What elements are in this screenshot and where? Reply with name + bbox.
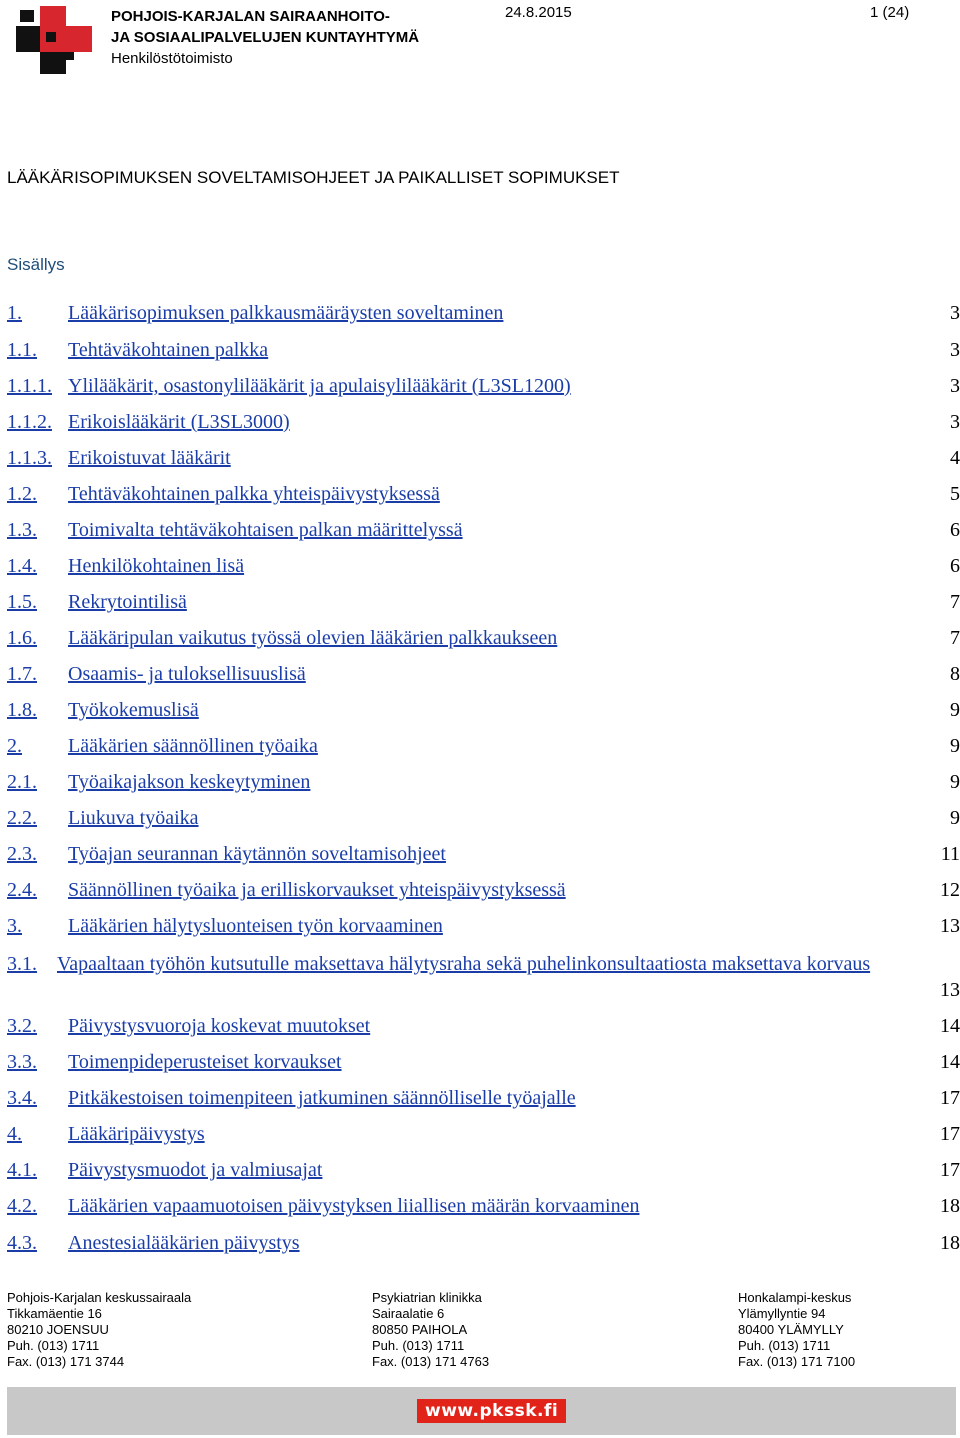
toc-entry-title[interactable]: Toimivalta tehtäväkohtaisen palkan määrittelyssä (68, 519, 463, 541)
toc-entry-title[interactable]: Lääkärien hälytysluonteisen työn korvaaminen (68, 915, 443, 937)
footer-street: Ylämyllyntie 94 (738, 1306, 826, 1321)
toc-entry-number[interactable]: 4.1. (7, 1159, 37, 1181)
toc-entry-number[interactable]: 4. (7, 1123, 22, 1145)
toc-entry-page: 7 (950, 591, 960, 613)
toc-entry-title[interactable]: Pitkäkestoisen toimenpiteen jatkuminen säännölliselle työajalle (68, 1087, 576, 1109)
toc-entry-number[interactable]: 1.1.2. (7, 411, 52, 433)
toc-entry-number[interactable]: 1.1.3. (7, 447, 52, 469)
toc-entry-number[interactable]: 1.6. (7, 627, 37, 649)
toc-entry-page: 9 (950, 699, 960, 721)
toc-entry-page: 5 (950, 483, 960, 505)
toc-entry-page: 9 (950, 807, 960, 829)
toc-entry-page: 4 (950, 447, 960, 469)
header-date: 24.8.2015 (505, 4, 572, 21)
toc-entry-number[interactable]: 2.4. (7, 879, 37, 901)
toc-entry-title[interactable]: Työkokemuslisä (68, 699, 199, 721)
toc-entry-title[interactable]: Lääkäripäivystys (68, 1123, 205, 1145)
toc-entry-number[interactable]: 2.3. (7, 843, 37, 865)
document-title: LÄÄKÄRISOPIMUKSEN SOVELTAMISOHJEET JA PAIKALLISET SOPIMUKSET (7, 168, 620, 187)
toc-entry-title[interactable]: Tehtäväkohtainen palkka (68, 339, 269, 361)
toc-entry-page: 7 (950, 627, 960, 649)
header-page-number: 1 (24) (870, 4, 910, 21)
footer-fax: Fax. (013) 171 7100 (738, 1354, 856, 1369)
toc-entry-page: 17 (940, 1087, 960, 1109)
toc-entry-title[interactable]: Lääkärien vapaamuotoisen päivystyksen liiallisen määrän korvaaminen (68, 1195, 640, 1217)
toc-entry-title[interactable]: Rekrytointilisä (68, 591, 187, 613)
toc-entry-number[interactable]: 2. (7, 735, 22, 757)
toc-entry-page: 3 (950, 411, 960, 433)
toc-entry-page: 17 (940, 1159, 960, 1181)
toc-entry-number[interactable]: 3. (7, 915, 22, 937)
toc-entry-page: 14 (940, 1015, 960, 1037)
toc-entry-title[interactable]: Työajan seurannan käytännön soveltamisohjeet (68, 843, 446, 865)
footer-phone: Puh. (013) 1711 (7, 1338, 100, 1353)
footer-name: Psykiatrian klinikka (372, 1290, 482, 1305)
toc-entry-title[interactable]: Tehtäväkohtainen palkka yhteispäivystyksessä (68, 483, 440, 505)
footer-address-ylamylly (738, 1290, 855, 1370)
footer-address-paihola (372, 1290, 489, 1370)
toc-entry-page: 11 (940, 843, 960, 865)
toc-entry-page: 13 (940, 979, 960, 1001)
toc-entry-number[interactable]: 1.1. (7, 339, 37, 361)
toc-entry-title[interactable]: Vapaaltaan työhön kutsutulle maksettava hälytysraha sekä puhelinkonsultaatiosta maksettava korvaus (57, 953, 871, 975)
footer-street: Sairaalatie 6 (372, 1306, 445, 1321)
org-line-2: JA SOSIAALIPALVELUJEN KUNTAYHTYMÄ (111, 29, 420, 46)
toc-entry-page: 18 (940, 1232, 960, 1254)
toc-entry-title[interactable]: Erikoistuvat lääkärit (68, 447, 231, 469)
toc-entry-number[interactable]: 1. (7, 302, 22, 324)
toc-entry-number[interactable]: 4.3. (7, 1232, 37, 1254)
org-line-1: POHJOIS-KARJALAN SAIRAANHOITO- (111, 8, 390, 25)
footer-street: Tikkamäentie 16 (7, 1306, 102, 1321)
toc-entry-number[interactable]: 1.8. (7, 699, 37, 721)
toc-entry-page: 9 (950, 735, 960, 757)
footer-postal: 80850 PAIHOLA (372, 1322, 468, 1337)
toc-entry-page: 6 (950, 555, 960, 577)
footer-fax: Fax. (013) 171 3744 (7, 1354, 125, 1369)
toc-entry-page: 6 (950, 519, 960, 541)
footer-address-joensuu (7, 1290, 191, 1370)
toc-entry-title[interactable]: Ylilääkärit, osastonylilääkärit ja apulaisylilääkärit (L3SL1200) (68, 375, 571, 397)
toc-entry-title[interactable]: Päivystysvuoroja koskevat muutokset (68, 1015, 371, 1037)
toc-entry-number[interactable]: 1.2. (7, 483, 37, 505)
footer-banner (7, 1387, 956, 1435)
footer-fax: Fax. (013) 171 4763 (372, 1354, 490, 1369)
toc-entry-title[interactable]: Liukuva työaika (68, 807, 199, 829)
toc-entry-number[interactable]: 1.1.1. (7, 375, 52, 397)
toc-entry-page: 13 (940, 915, 960, 937)
footer-phone: Puh. (013) 1711 (738, 1338, 831, 1353)
toc-entry-number[interactable]: 1.4. (7, 555, 37, 577)
toc-entry-page: 14 (940, 1051, 960, 1073)
toc-entry-number[interactable]: 2.1. (7, 771, 37, 793)
footer-phone: Puh. (013) 1711 (372, 1338, 465, 1353)
org-line-3: Henkilöstötoimisto (111, 50, 233, 67)
toc-entry-page: 17 (940, 1123, 960, 1145)
toc-entry-number[interactable]: 4.2. (7, 1195, 37, 1217)
toc-entry-number[interactable]: 1.5. (7, 591, 37, 613)
toc-entry-number[interactable]: 1.7. (7, 663, 37, 685)
toc-entry-title[interactable]: Lääkärisopimuksen palkkausmääräysten soveltaminen (68, 302, 504, 324)
toc-entry-page: 18 (940, 1195, 960, 1217)
toc-entry-title[interactable]: Lääkärien säännöllinen työaika (68, 735, 318, 757)
organization-name (111, 6, 419, 69)
toc-entry-title[interactable]: Työaikajakson keskeytyminen (68, 771, 311, 793)
footer-name: Honkalampi-keskus (738, 1290, 852, 1305)
toc-entry-page: 12 (940, 879, 960, 901)
toc-entry-number[interactable]: 2.2. (7, 807, 37, 829)
toc-entry-number[interactable]: 3.3. (7, 1051, 37, 1073)
toc-entry-number[interactable]: 3.2. (7, 1015, 37, 1037)
footer-postal: 80400 YLÄMYLLY (738, 1322, 844, 1337)
toc-entry-title[interactable]: Osaamis- ja tuloksellisuuslisä (68, 663, 306, 685)
toc-entry-page: 3 (950, 302, 960, 324)
toc-entry-number[interactable]: 3.1. (7, 953, 37, 975)
toc-entry-page: 3 (950, 339, 960, 361)
footer-postal: 80210 JOENSUU (7, 1322, 109, 1337)
toc-entry-number[interactable]: 3.4. (7, 1087, 37, 1109)
toc-entry-page: 3 (950, 375, 960, 397)
red-cross-logo-icon (16, 6, 92, 74)
toc-entry-title[interactable]: Säännöllinen työaika ja erilliskorvaukset yhteispäivystyksessä (68, 879, 566, 901)
website-link[interactable]: www.pkssk.fi (417, 1399, 566, 1423)
toc-entry-title[interactable]: Lääkäripulan vaikutus työssä olevien lääkärien palkkaukseen (68, 627, 558, 649)
toc-entry-title[interactable]: Toimenpideperusteiset korvaukset (68, 1051, 342, 1073)
toc-entry-page: 8 (950, 663, 960, 685)
footer-name: Pohjois-Karjalan keskussairaala (7, 1290, 192, 1305)
toc-entry-title[interactable]: Anestesialääkärien päivystys (68, 1232, 300, 1254)
toc-entry-title[interactable]: Erikoislääkärit (L3SL3000) (68, 411, 290, 433)
toc-entry-page: 9 (950, 771, 960, 793)
toc-entry-title[interactable]: Henkilökohtainen lisä (68, 555, 245, 577)
toc-entry-title[interactable]: Päivystysmuodot ja valmiusajat (68, 1159, 323, 1181)
toc-entry-number[interactable]: 1.3. (7, 519, 37, 541)
toc-heading: Sisällys (7, 255, 65, 274)
toc-entry[interactable] (7, 951, 960, 1001)
